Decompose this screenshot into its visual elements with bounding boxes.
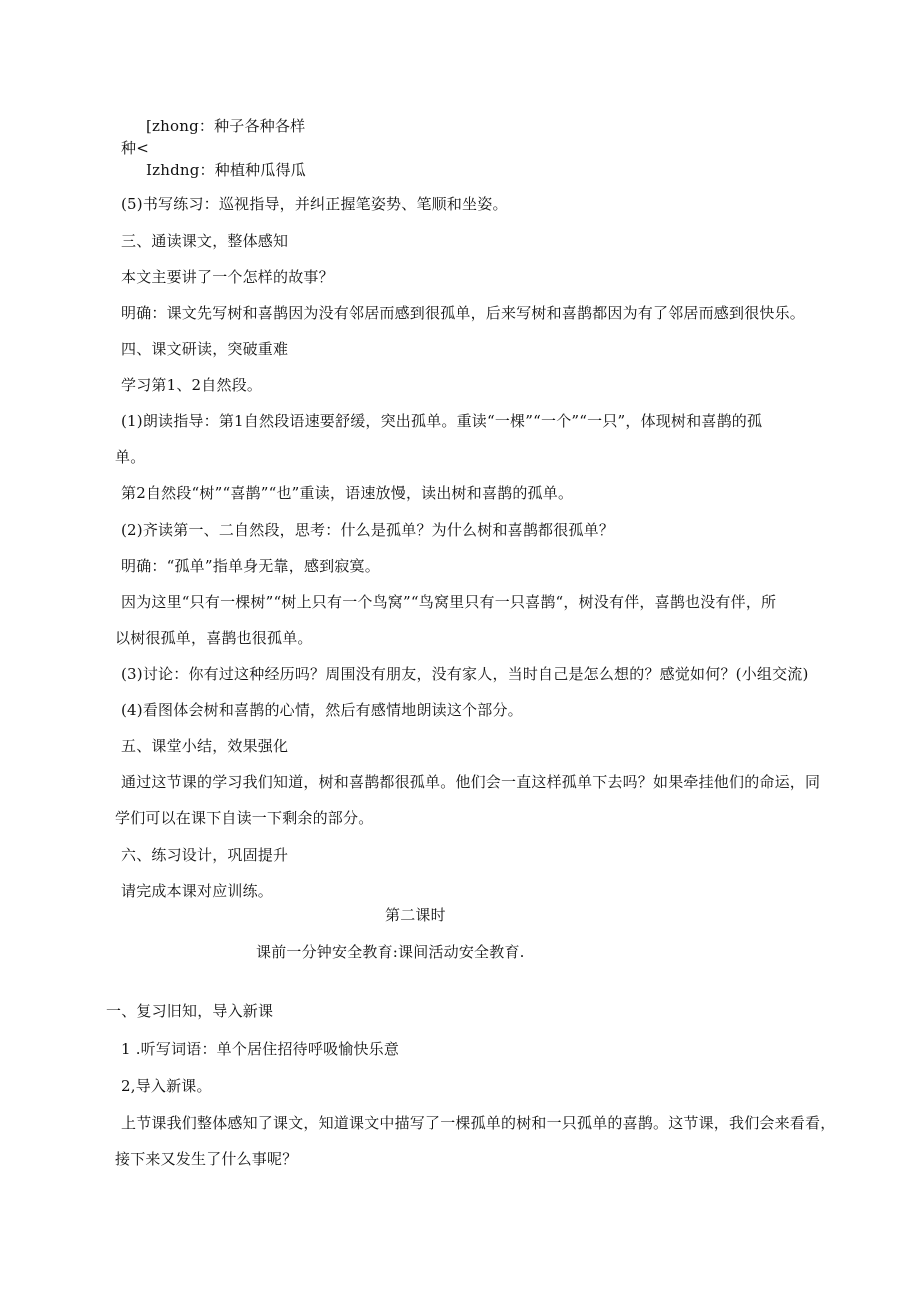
discussion-question: (3)讨论：你有过这种经历吗？周围没有朋友，没有家人，当时自己是怎么想的？感觉如何？(小组交流): [121, 665, 809, 683]
answer-lonely-definition: 明确：“孤单”指单身无靠，感到寂寞。: [121, 557, 380, 575]
picture-reading-task: (4)看图体会树和喜鹊的心情，然后有感情地朗读这个部分。: [121, 701, 523, 719]
paragraph-writing-practice: (5)书写练习：巡视指导，并纠正握笔姿势、笔顺和坐姿。: [121, 195, 508, 213]
summary-line1: 通过这节课的学习我们知道，树和喜鹊都很孤单。他们会一直这样孤单下去吗？如果牵挂他们的命运，同: [121, 773, 821, 791]
heading-read-through: 三、通读课文，整体感知: [121, 232, 289, 250]
dictation-words: 1 .听写词语：单个居住招待呼吸愉快乐意: [121, 1040, 400, 1058]
practice-instruction: 请完成本课对应训练。: [121, 882, 274, 900]
heading-review: 一、复习旧知，导入新课: [106, 1002, 274, 1020]
heading-practice: 六、练习设计，巩固提升: [121, 846, 289, 864]
pinyin-brace-char: 种<: [121, 139, 149, 157]
group-reading-question: (2)齐读第一、二自然段，思考：什么是孤单？为什么树和喜鹊都很孤单？: [121, 521, 615, 539]
answer-story: 明确：课文先写树和喜鹊因为没有邻居而感到很孤单，后来写树和喜鹊都因为有了邻居而感到很快乐。: [121, 304, 806, 322]
lesson-two-title: 第二课时: [385, 906, 446, 924]
safety-education-line: 课前一分钟安全教育:课间活动安全教育.: [256, 943, 525, 961]
reading-guidance-line2: 单。: [115, 448, 146, 466]
lesson-intro-line2: 接下来又发生了什么事呢？: [115, 1150, 298, 1168]
paragraph-2-reading: 第2自然段“树”“喜鹊”“也”重读，语速放慢，读出树和喜鹊的孤单。: [121, 484, 574, 502]
lesson-intro-line1: 上节课我们整体感知了课文，知道课文中描写了一棵孤单的树和一只孤单的喜鹊。这节课，我们会来看看，: [121, 1114, 836, 1132]
heading-study-text: 四、课文研读，突破重难: [121, 340, 289, 358]
explanation-line1: 因为这里“只有一棵树”“树上只有一个鸟窝”“鸟窝里只有一只喜鹊“，树没有伴，喜鹊也没有伴，所: [121, 593, 777, 611]
reading-guidance-line1: (1)朗读指导：第1自然段语速要舒缓，突出孤单。重读“一棵”“一个”“一只”，体现树和喜鹊的孤: [121, 412, 763, 430]
study-paragraphs-1-2: 学习第1、2自然段。: [121, 376, 263, 394]
pinyin-line-zhdng: Izhdng：种植种瓜得瓜: [146, 161, 306, 179]
pinyin-line-zhong: [zhong：种子各种各样: [146, 117, 306, 135]
summary-line2: 学们可以在课下自读一下剩余的部分。: [115, 809, 374, 827]
heading-summary: 五、课堂小结，效果强化: [121, 737, 289, 755]
question-story: 本文主要讲了一个怎样的故事？: [121, 268, 334, 286]
explanation-line2: 以树很孤单，喜鹊也很孤单。: [115, 629, 313, 647]
introduce-new-lesson: 2,导入新课。: [121, 1077, 212, 1095]
